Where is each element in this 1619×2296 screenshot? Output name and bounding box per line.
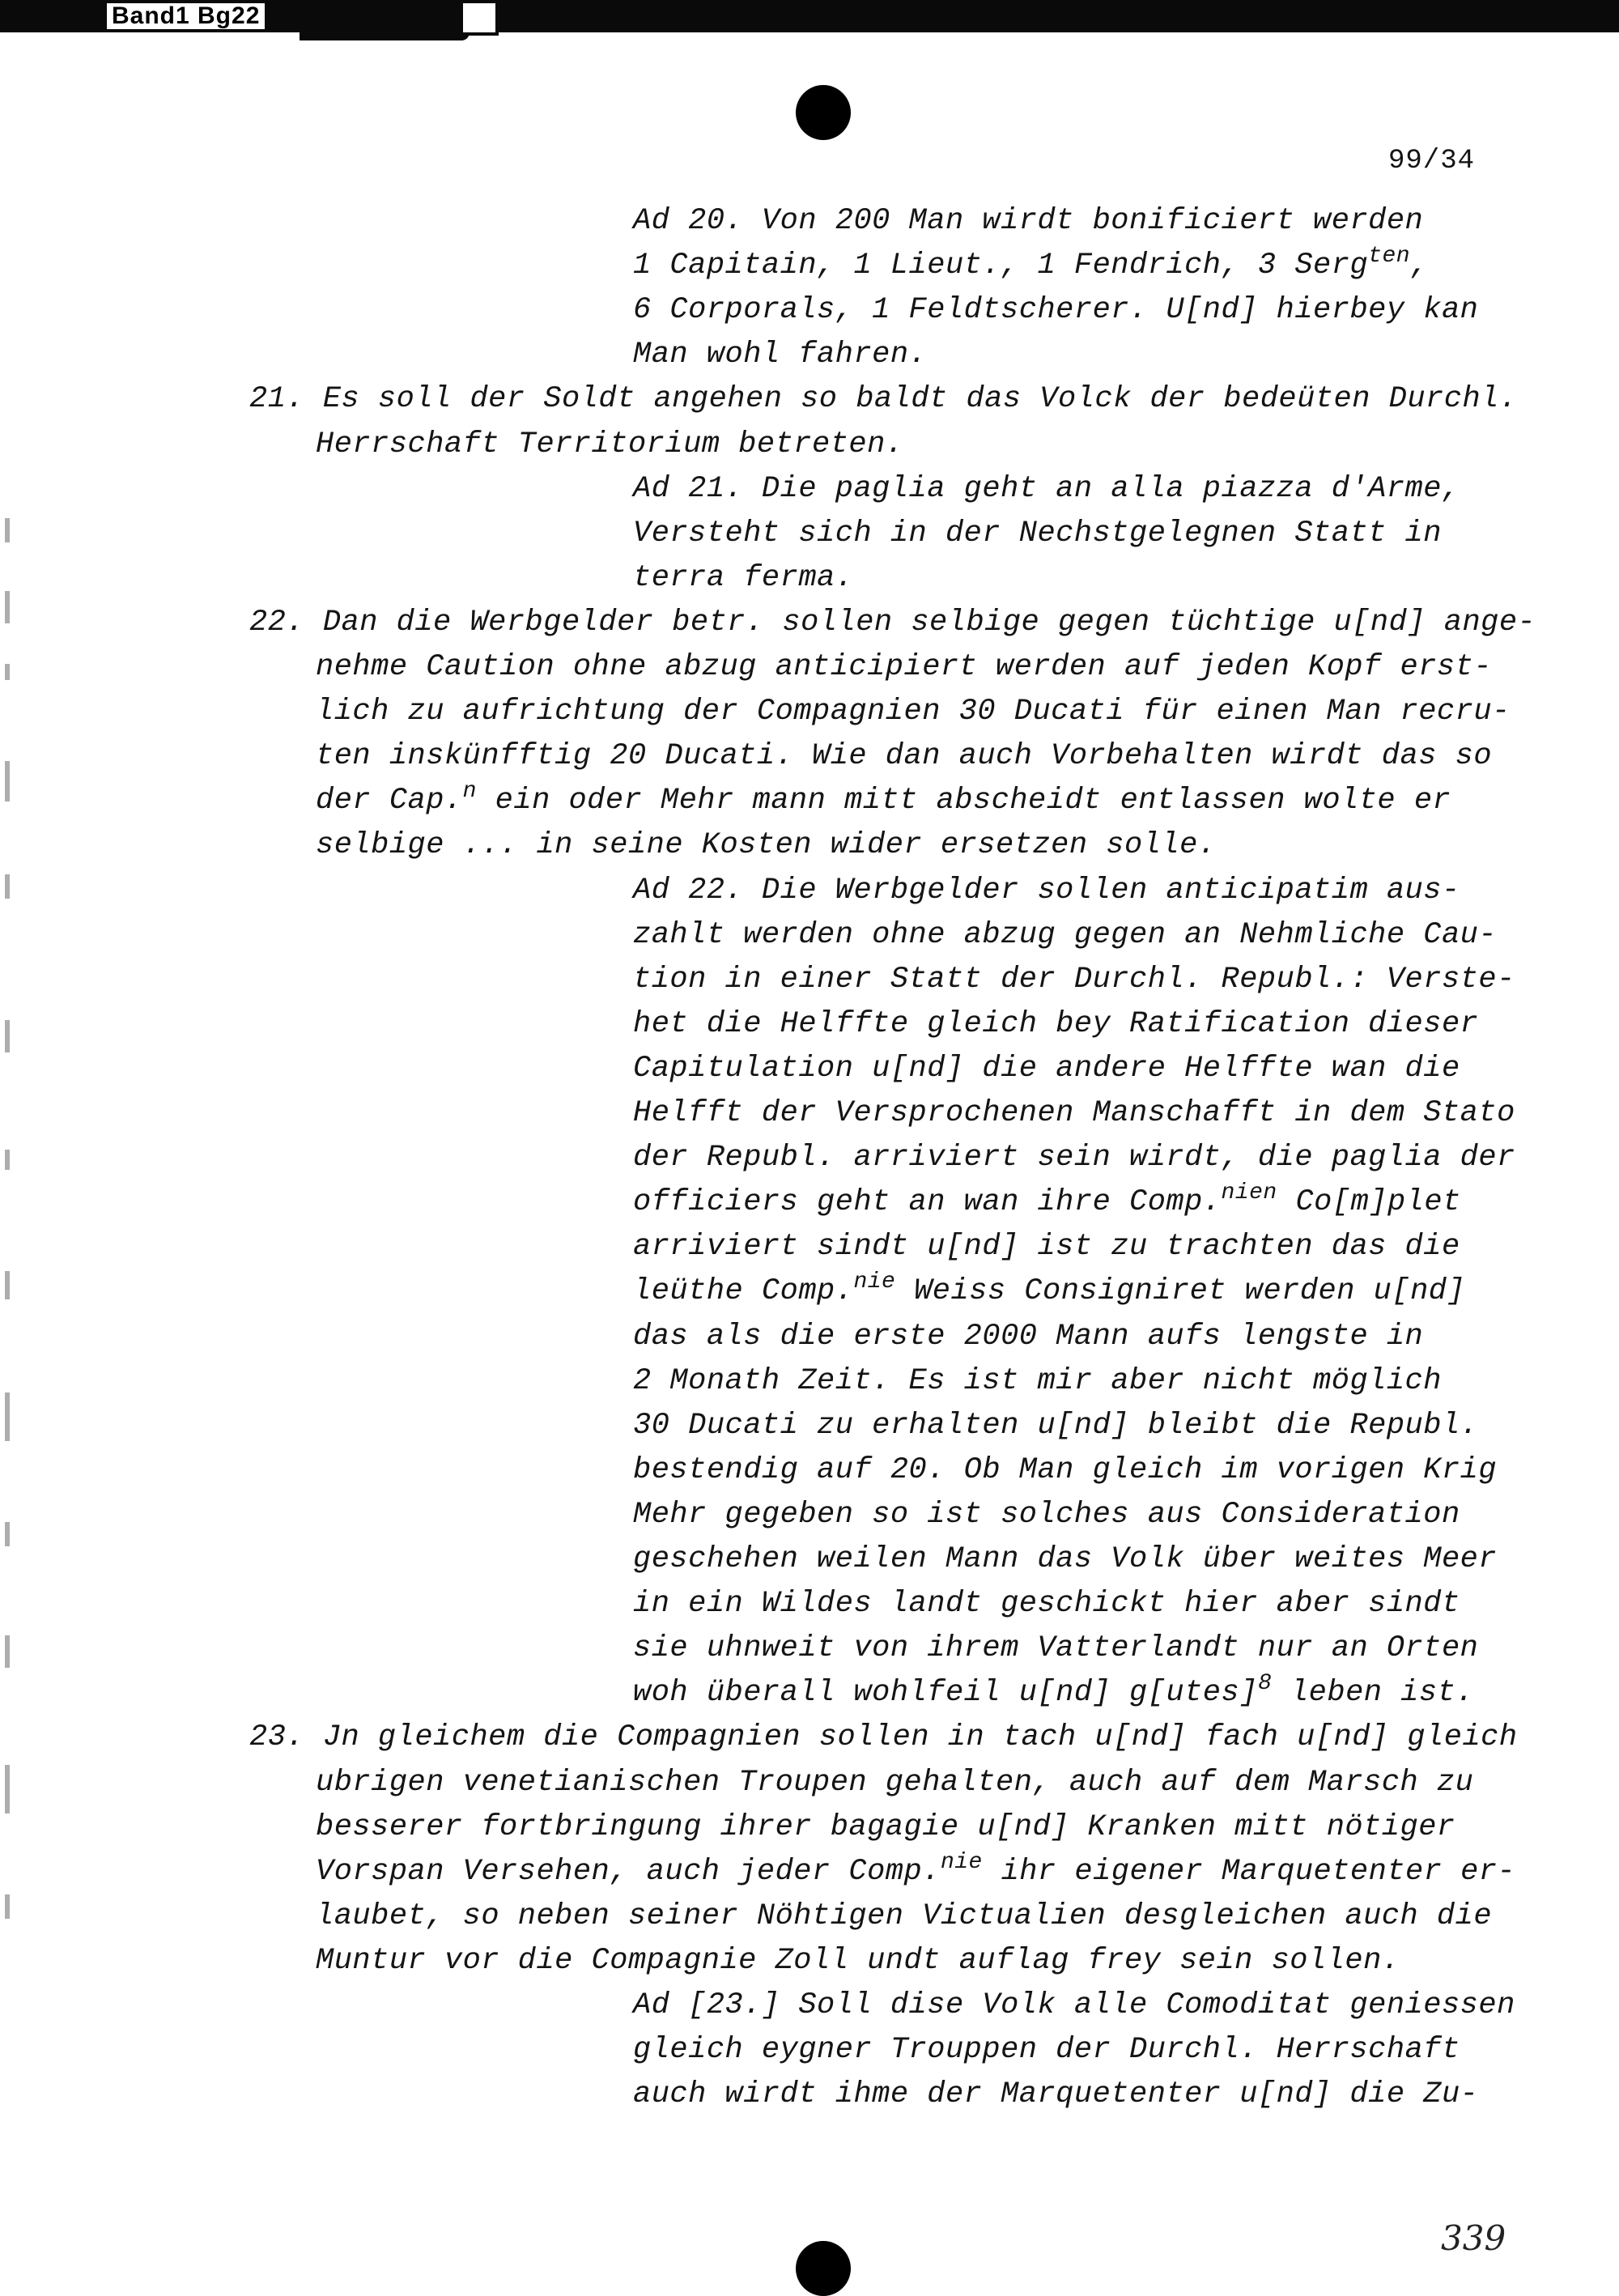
scan-tab-marker	[460, 0, 499, 36]
text-line: zahlt werden ohne abzug gegen an Nehmliche Cau-	[633, 918, 1498, 952]
text-line: laubet, so neben seiner Nöhtigen Victualien desgleichen auch die	[316, 1899, 1493, 1933]
text-line: ubrigen venetianischen Troupen gehalten, auch auf dem Marsch zu	[316, 1766, 1474, 1800]
text-line: Ad 21. Die paglia geht an alla piazza d'Arme,	[633, 472, 1460, 506]
text-line: lich zu aufrichtung der Compagnien 30 Ducati für einen Man recru-	[316, 695, 1511, 729]
line-text: woh überall wohlfeil u[nd] g[utes]	[633, 1676, 1258, 1710]
text-line: 6 Corporals, 1 Feldtscherer. U[nd] hierbey kan	[633, 293, 1479, 327]
text-line: besserer fortbringung ihrer bagagie u[nd] Kranken mitt nötiger	[316, 1810, 1455, 1844]
line-text: der Cap.	[316, 784, 463, 818]
line-text: Vorspan Versehen, auch jeder Comp.	[316, 1855, 941, 1889]
archive-label: Band1 Bg22	[107, 3, 265, 29]
line-text: Co[m]plet	[1277, 1185, 1461, 1219]
text-line: der Republ. arriviert sein wirdt, die paglia der	[633, 1141, 1515, 1175]
text-line: 22. Dan die Werbgelder betr. sollen selbige gegen tüchtige u[nd] ange-	[249, 606, 1536, 640]
scan-edge-artifacts	[0, 453, 19, 2073]
text-line: Muntur vor die Compagnie Zoll undt auflag frey sein sollen.	[316, 1944, 1400, 1978]
text-line: 21. Es soll der Soldt angehen so baldt das Volck der bedeüten Durchl.	[249, 382, 1518, 416]
text-line: Versteht sich in der Nechstgelegnen Statt in	[633, 517, 1442, 551]
text-line: nehme Caution ohne abzug anticipiert werden auf jeden Kopf erst-	[316, 650, 1493, 684]
text-line: 2 Monath Zeit. Es ist mir aber nicht möglich	[633, 1364, 1442, 1398]
text-line: ten inskünfftig 20 Ducati. Wie dan auch Vorbehalten wirdt das so	[316, 739, 1493, 773]
line-text: Weiss Consigniret werden u[nd]	[895, 1274, 1466, 1308]
text-line: sie uhnweit von ihrem Vatterlandt nur an Orten	[633, 1631, 1479, 1665]
punch-hole-bottom	[796, 2241, 851, 2296]
scan-border-notch	[300, 32, 470, 40]
punch-hole-top	[796, 85, 851, 140]
superscript-abbreviation: n	[462, 779, 477, 804]
text-line: gleich eygner Trouppen der Durchl. Herrschaft	[633, 2033, 1460, 2067]
superscript-abbreviation: nien	[1221, 1180, 1277, 1205]
line-text: leben ist.	[1272, 1676, 1474, 1710]
text-line: Herrschaft Territorium betreten.	[316, 427, 904, 461]
text-line: Man wohl fahren.	[633, 338, 928, 372]
text-line: tion in einer Statt der Durchl. Republ.: Verste-	[633, 963, 1515, 997]
text-line: het die Helffte gleich bey Ratification dieser	[633, 1007, 1479, 1041]
text-line: Helfft der Versprochenen Manschafft in dem Stato	[633, 1096, 1515, 1130]
text-line: terra ferma.	[633, 561, 854, 595]
text-line: selbige ... in seine Kosten wider ersetzen solle.	[316, 828, 1217, 862]
text-line	[633, 244, 1429, 288]
text-line	[316, 1850, 1515, 1894]
text-line: bestendig auf 20. Ob Man gleich im vorigen Krig	[633, 1453, 1498, 1487]
line-text: 1 Capitain, 1 Lieut., 1 Fendrich, 3 Serg	[633, 249, 1369, 283]
line-text: ihr eigener Marquetenter er-	[982, 1855, 1516, 1889]
text-line: Mehr gegeben so ist solches aus Consideration	[633, 1498, 1460, 1532]
line-text: ein oder Mehr mann mitt abscheidt entlassen wolte er	[476, 784, 1451, 818]
text-line: Ad 22. Die Werbgelder sollen anticipatim aus-	[633, 874, 1460, 908]
text-line: das als die erste 2000 Mann aufs lengste in	[633, 1320, 1424, 1354]
text-line	[633, 1180, 1461, 1225]
text-line	[316, 779, 1451, 823]
superscript-abbreviation: nie	[940, 1850, 983, 1875]
line-text: officiers geht an wan ihre Comp.	[633, 1185, 1222, 1219]
text-line	[633, 1269, 1465, 1314]
text-line: in ein Wildes landt geschickt hier aber sindt	[633, 1587, 1460, 1621]
text-line	[633, 1671, 1474, 1716]
text-line: 23. Jn gleichem die Compagnien sollen in tach u[nd] fach u[nd] gleich	[249, 1720, 1518, 1754]
line-text: leüthe Comp.	[633, 1274, 854, 1308]
page-number: 99/34	[1388, 146, 1476, 176]
text-line: arriviert sindt u[nd] ist zu trachten das die	[633, 1230, 1460, 1264]
text-line: Ad [23.] Soll dise Volk alle Comoditat geniessen	[633, 1988, 1515, 2022]
superscript-abbreviation: ten	[1368, 244, 1411, 269]
line-text: ,	[1410, 249, 1429, 283]
text-line: auch wirdt ihme der Marquetenter u[nd] die Zu-	[633, 2077, 1479, 2111]
text-line: Ad 20. Von 200 Man wirdt bonificiert werden	[633, 204, 1424, 238]
text-line: 30 Ducati zu erhalten u[nd] bleibt die Republ.	[633, 1409, 1479, 1443]
superscript-abbreviation: 8	[1257, 1671, 1273, 1696]
folio-number: 339	[1441, 2218, 1506, 2258]
text-line: Capitulation u[nd] die andere Helffte wan die	[633, 1052, 1460, 1086]
text-line: geschehen weilen Mann das Volk über weites Meer	[633, 1542, 1498, 1576]
superscript-abbreviation: nie	[853, 1269, 896, 1295]
